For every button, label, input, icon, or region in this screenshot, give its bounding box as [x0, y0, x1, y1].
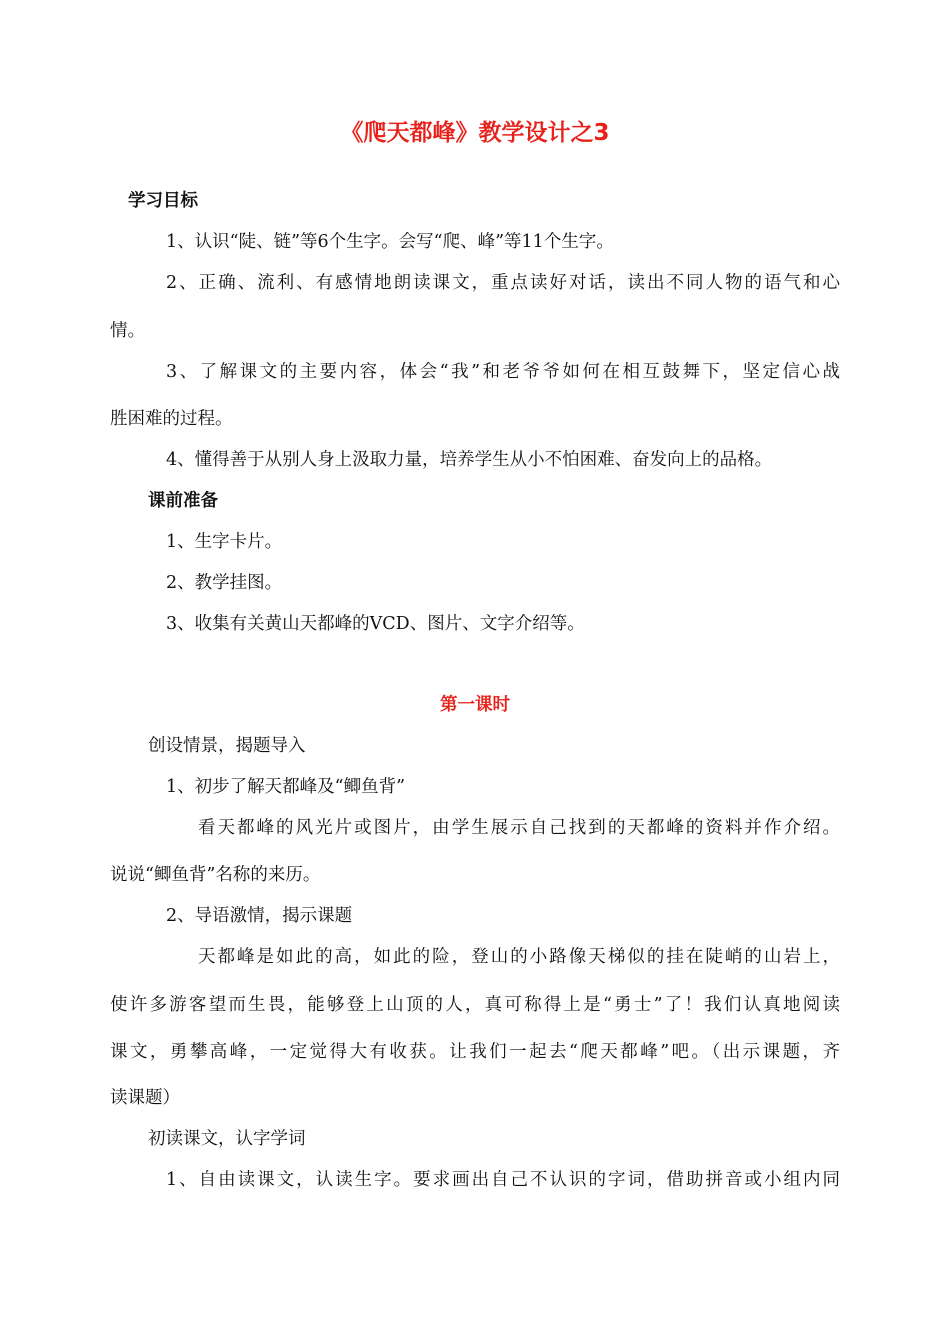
lesson-1-part-1: 创设情景，揭题导入 [148, 736, 306, 756]
document-title: 《爬天都峰》教学设计之3 [340, 120, 610, 146]
prep-item-1: 1、生字卡片。 [166, 532, 283, 552]
part-1-step-2-line-2: 使许多游客望而生畏，能够登上山顶的人，真可称得上是“勇士”了！我们认真地阅读 [110, 995, 840, 1015]
part-1-step-2-line-1: 天都峰是如此的高，如此的险，登山的小路像天梯似的挂在陡峭的山岩上， [198, 947, 840, 967]
goal-item-2-line-1: 2、正确、流利、有感情地朗读课文，重点读好对话，读出不同人物的语气和心 [166, 273, 840, 293]
goal-item-3-line-2: 胜困难的过程。 [110, 409, 233, 429]
lesson-1-heading: 第一课时 [440, 695, 510, 715]
goal-item-3-line-1: 3、了解课文的主要内容，体会“我”和老爷爷如何在相互鼓舞下，坚定信心战 [166, 362, 840, 382]
part-1-step-2-line-3: 课文，勇攀高峰，一定觉得大有收获。让我们一起去“爬天都峰”吧。（出示课题，齐 [110, 1042, 840, 1062]
lesson-1-part-2: 初读课文，认字学词 [148, 1129, 306, 1149]
part-2-step-1: 1、自由读课文，认读生字。要求画出自己不认识的字词，借助拼音或小组内同 [166, 1170, 840, 1190]
part-1-step-1: 1、初步了解天都峰及“鲫鱼背” [166, 777, 406, 797]
part-1-step-1-line-1: 看天都峰的风光片或图片，由学生展示自己找到的天都峰的资料并作介绍。 [198, 818, 840, 838]
goals-heading: 学习目标 [128, 191, 198, 211]
part-1-step-1-line-2: 说说“鲫鱼背”名称的来历。 [110, 865, 321, 885]
prep-item-3: 3、收集有关黄山天都峰的VCD、图片、文字介绍等。 [166, 614, 585, 634]
goal-item-2-line-2: 情。 [110, 321, 145, 341]
part-1-step-2: 2、导语激情，揭示课题 [166, 906, 353, 926]
prep-item-2: 2、教学挂图。 [166, 573, 283, 593]
goal-item-1: 1、认识“陡、链”等6个生字。会写“爬、峰”等11个生字。 [166, 232, 614, 252]
prep-heading: 课前准备 [148, 491, 218, 511]
part-1-step-2-line-4: 读课题） [110, 1088, 180, 1108]
goal-item-4: 4、懂得善于从别人身上汲取力量，培养学生从小不怕困难、奋发向上的品格。 [166, 450, 773, 470]
